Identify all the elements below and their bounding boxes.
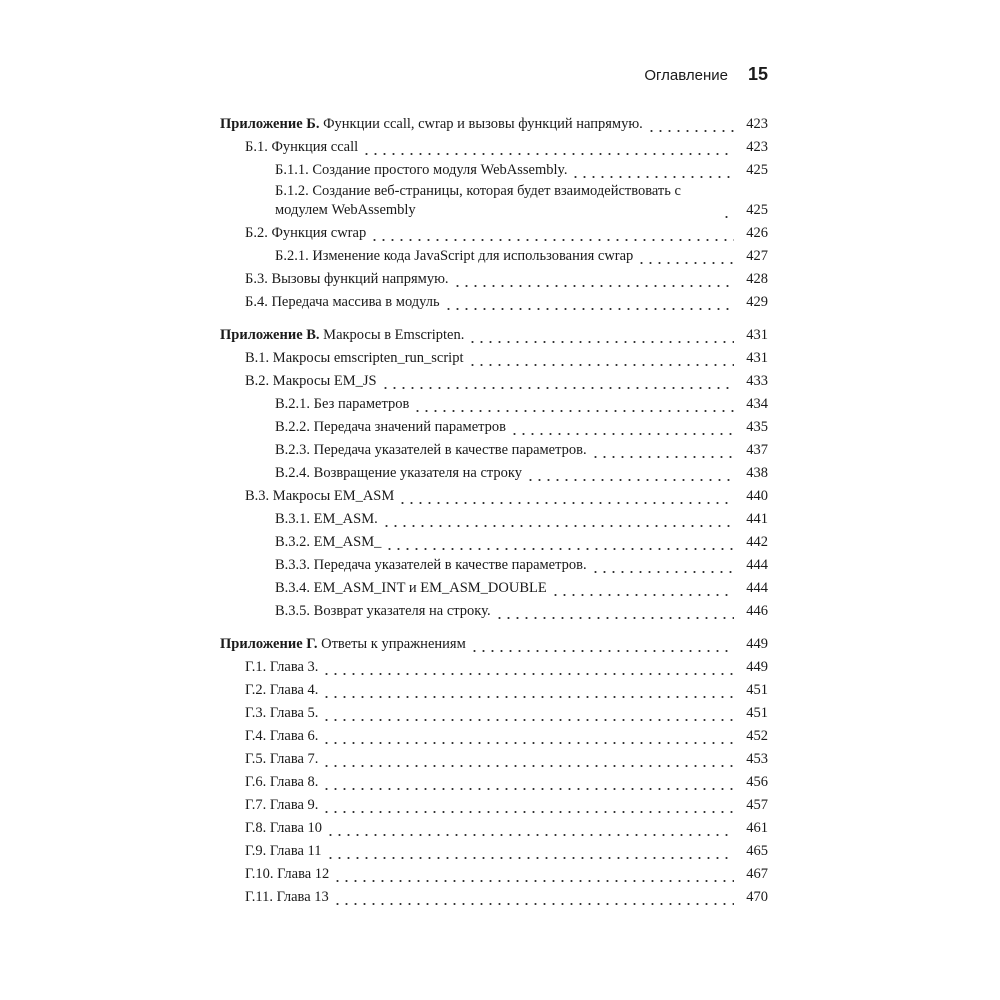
dot-leader [322,725,734,748]
toc-page-number: 431 [746,350,768,366]
toc-entry [220,136,768,159]
toc-entry [220,600,768,623]
toc-entry-title: Г.6. Глава 8. [245,774,319,790]
toc-page-number: 431 [746,327,768,343]
toc-page-number: 451 [746,705,768,721]
page-number: 15 [747,64,768,84]
toc-page-number: 446 [746,603,768,619]
dot-leader [370,222,734,245]
running-header [220,64,768,88]
toc-entry-title: Б.2. Функция cwrap [245,225,367,241]
toc-entry [220,656,768,679]
toc-entry-text [275,182,718,222]
dot-leader [381,370,734,393]
toc-entry [220,863,768,886]
toc-page-number: 451 [746,682,768,698]
toc-page-number: 425 [746,202,768,218]
toc-entry-text [245,727,318,748]
toc-entry-title: В.2. Макросы EM_JS [245,373,377,389]
dot-leader [322,656,734,679]
toc-entry-title: Г.11. Глава 13 [245,889,329,905]
toc-page-number: 470 [746,889,768,905]
toc-page-number: 440 [746,488,768,504]
toc-entry-text [245,796,318,817]
dot-leader [398,485,734,508]
toc-page-number: 438 [746,465,768,481]
toc-page-number: 428 [746,271,768,287]
toc-page-number: 467 [746,866,768,882]
toc-entry-text [245,224,366,245]
dot-leader [637,245,734,268]
toc-entry [220,577,768,600]
dot-leader [468,347,735,370]
toc-entry-text [245,704,318,725]
toc-entry [220,794,768,817]
toc-entry-text [245,293,440,314]
toc-entry-text [220,635,466,656]
toc-entry-text [275,510,378,531]
dot-leader [495,600,734,623]
toc-entry-text [275,464,522,485]
toc-entry-title: В.2.3. Передача указателей в качестве параметров. [275,442,587,458]
toc-page-number: 434 [746,396,768,412]
toc-page-number: 435 [746,419,768,435]
toc-entry [220,393,768,416]
toc-entry-title: Б.3. Вызовы функций напрямую. [245,271,449,287]
toc-appendix-label: Приложение Г. [220,636,318,652]
toc-entry-title: В.3. Макросы EM_ASM [245,488,395,504]
toc-entry [220,748,768,771]
toc-entry-title: Б.1.1. Создание простого модуля WebAssembly. [275,162,568,178]
toc-entry-text [275,533,381,554]
dot-leader [444,291,734,314]
toc-entry [220,554,768,577]
toc-entry-title: В.3.5. Возврат указателя на строку. [275,603,491,619]
toc-appendix-entry [220,113,768,136]
toc-entry [220,462,768,485]
toc-page-number: 433 [746,373,768,389]
toc-entry [220,679,768,702]
toc-entry [220,291,768,314]
toc-appendix-label: Приложение В. [220,327,320,343]
toc-page-number: 449 [746,659,768,675]
toc-entry [220,159,768,182]
toc-entry-title: Г.9. Глава 11 [245,843,322,859]
toc-appendix-entry [220,633,768,656]
dot-leader [322,748,734,771]
dot-leader [647,113,734,136]
toc-entry-title: Г.7. Глава 9. [245,797,319,813]
toc-entry-title: Г.2. Глава 4. [245,682,319,698]
toc-entry-title: Г.1. Глава 3. [245,659,319,675]
toc-entry-title: Г.5. Глава 7. [245,751,319,767]
toc-entry-title: Г.4. Глава 6. [245,728,319,744]
dot-leader [326,817,734,840]
toc-entry-text [245,372,377,393]
toc-page-number: 429 [746,294,768,310]
toc-page-number: 452 [746,728,768,744]
dot-leader [362,136,734,159]
toc-entry-title: В.3.2. EM_ASM_ [275,534,382,550]
toc-entry-title: Функции ccall, cwrap и вызовы функций напрямую. [323,116,643,132]
toc-page-number: 457 [746,797,768,813]
toc-entry [220,771,768,794]
toc-entry-text [275,161,567,182]
toc-entry-text [245,658,318,679]
table-of-contents [220,113,768,909]
toc-entry [220,886,768,909]
toc-entry-text [220,326,464,347]
toc-entry-title: В.2.1. Без параметров [275,396,410,412]
toc-entry-title: В.3.3. Передача указателей в качестве параметров. [275,557,587,573]
dot-leader [322,794,734,817]
toc-appendix-entry [220,324,768,347]
dot-leader [322,771,734,794]
toc-page-number: 442 [746,534,768,550]
toc-entry [220,485,768,508]
toc-entry-title: Г.8. Глава 10 [245,820,323,836]
toc-entry-text [245,681,318,702]
toc-entry-text [245,487,394,508]
toc-entry [220,840,768,863]
dot-leader [468,324,734,347]
toc-entry [220,508,768,531]
toc-entry-title: В.3.4. EM_ASM_INT и EM_ASM_DOUBLE [275,580,547,596]
toc-entry-text [245,750,318,771]
dot-leader [326,840,734,863]
toc-page-number: 444 [746,580,768,596]
toc-page-number: 423 [746,139,768,155]
toc-entry-text [245,270,449,291]
dot-leader [322,702,734,725]
section-title: Оглавление [644,67,728,84]
toc-entry-text [245,842,322,863]
dot-leader [722,199,734,222]
dot-leader [333,863,734,886]
toc-entry-title: Г.3. Глава 5. [245,705,319,721]
toc-entry [220,222,768,245]
toc-entry-title: Г.10. Глава 12 [245,866,330,882]
toc-entry-text [275,556,587,577]
toc-entry-text [220,115,643,136]
toc-page-number: 437 [746,442,768,458]
toc-entry-title: В.2.4. Возвращение указателя на строку [275,465,522,481]
dot-leader [526,462,734,485]
toc-entry-title: Макросы в Emscripten. [323,327,465,343]
toc-entry-title: Б.1.2. Создание веб-страницы, которая будет взаимодействовать с модулем WebAssembly [275,183,681,218]
toc-entry-text [275,579,547,600]
toc-page-number: 444 [746,557,768,573]
toc-entry-text [245,138,358,159]
toc-page-number: 427 [746,248,768,264]
toc-page-number: 441 [746,511,768,527]
toc-entry-text [245,819,322,840]
dot-leader [385,531,734,554]
toc-appendix-label: Приложение Б. [220,116,320,132]
toc-entry-title: Б.4. Передача массива в модуль [245,294,440,310]
toc-entry-title: Б.2.1. Изменение кода JavaScript для использования cwrap [275,248,634,264]
toc-entry-text [275,395,409,416]
toc-entry [220,347,768,370]
toc-page-number: 449 [746,636,768,652]
toc-entry-text [275,441,587,462]
toc-page-number: 461 [746,820,768,836]
dot-leader [591,554,734,577]
toc-entry-text [245,865,329,886]
dot-leader [470,633,734,656]
toc-entry-text [275,602,491,623]
toc-page-number: 425 [746,162,768,178]
toc-page-number: 453 [746,751,768,767]
toc-entry-text [275,418,506,439]
toc-entry [220,370,768,393]
toc-page-number: 423 [746,116,768,132]
dot-leader [571,159,734,182]
toc-page-number: 426 [746,225,768,241]
dot-leader [551,577,734,600]
dot-leader [382,508,734,531]
dot-leader [510,416,734,439]
toc-entry [220,531,768,554]
dot-leader [322,679,734,702]
dot-leader [591,439,734,462]
toc-entry-title: В.2.2. Передача значений параметров [275,419,506,435]
toc-page-number: 465 [746,843,768,859]
toc-entry [220,725,768,748]
toc-entry [220,268,768,291]
toc-entry-text [245,349,464,370]
dot-leader [413,393,734,416]
toc-entry [220,439,768,462]
toc-page-number: 456 [746,774,768,790]
toc-entry-text [245,773,318,794]
dot-leader [333,886,734,909]
toc-entry [220,817,768,840]
toc-entry-title: В.1. Макросы emscripten_run_script [245,350,464,366]
toc-entry-title: Б.1. Функция ccall [245,139,359,155]
toc-entry [220,245,768,268]
toc-entry [220,416,768,439]
toc-entry-text [275,247,633,268]
toc-entry-text [245,888,329,909]
dot-leader [453,268,734,291]
toc-entry [220,702,768,725]
toc-entry-title: Ответы к упражнениям [321,636,466,652]
toc-entry [220,182,768,222]
toc-entry-title: В.3.1. EM_ASM. [275,511,378,527]
